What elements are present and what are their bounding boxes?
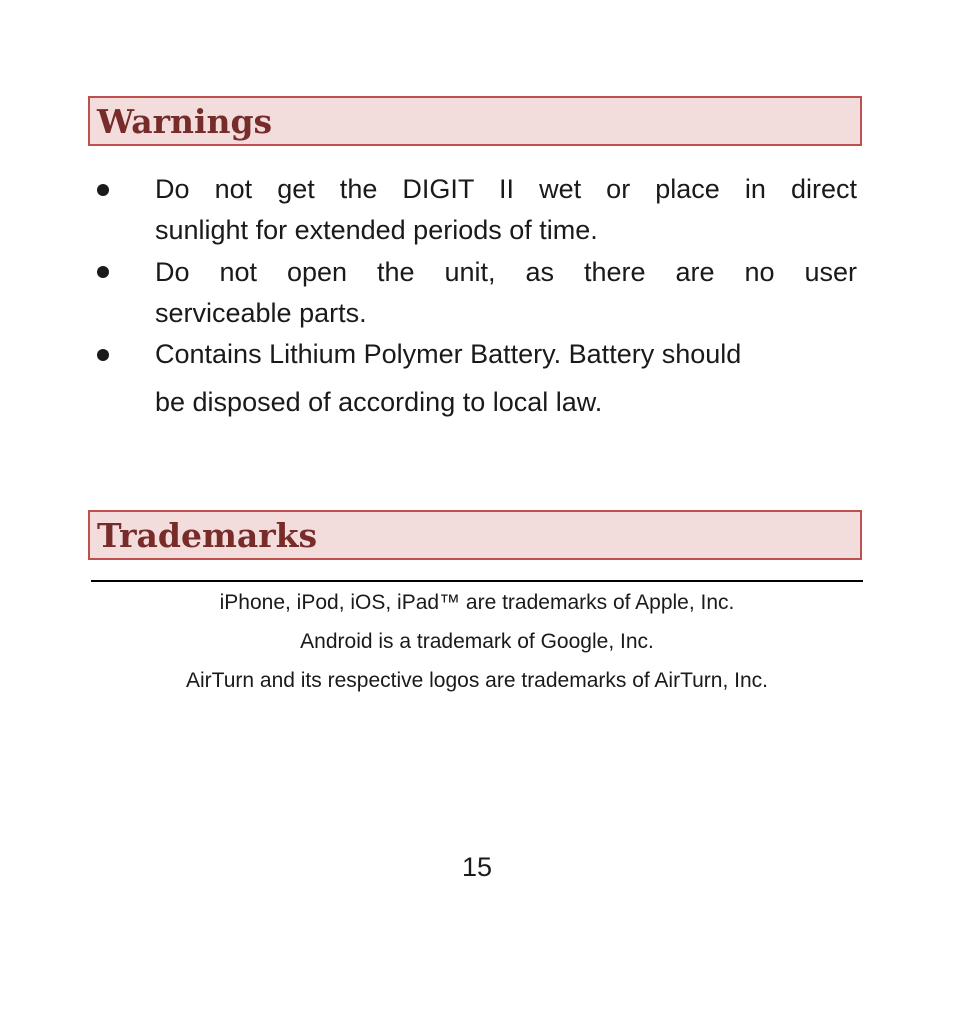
warnings-title: Warnings [97, 102, 273, 141]
warning-text-line: serviceable parts. [155, 298, 367, 328]
warning-text-line: Do not open the unit, as there are no user [155, 257, 857, 287]
trademarks-header [88, 510, 862, 560]
bullet-icon [97, 266, 109, 278]
trademarks-title: Trademarks [97, 516, 318, 555]
divider [91, 580, 863, 582]
warning-text-line: be disposed of according to local law. [155, 387, 603, 417]
trademark-line: iPhone, iPod, iOS, iPad™ are trademarks of Apple, Inc. [219, 591, 735, 614]
warning-text [155, 252, 857, 334]
bullet-icon [97, 184, 109, 196]
warning-text-line: Contains Lithium Polymer Battery. Battery should [155, 339, 742, 369]
warning-text-line: sunlight for extended periods of time. [155, 215, 598, 245]
trademark-line: AirTurn and its respective logos are trademarks of AirTurn, Inc. [185, 669, 768, 692]
warning-text-line: Do not get the DIGIT II wet or place in direct [155, 174, 857, 204]
trademark-line: Android is a trademark of Google, Inc. [300, 630, 654, 653]
warnings-header [88, 96, 862, 146]
bullet-icon [97, 349, 109, 361]
warning-text [155, 334, 857, 423]
warning-text [155, 169, 857, 251]
page-number: 15 [461, 852, 493, 882]
